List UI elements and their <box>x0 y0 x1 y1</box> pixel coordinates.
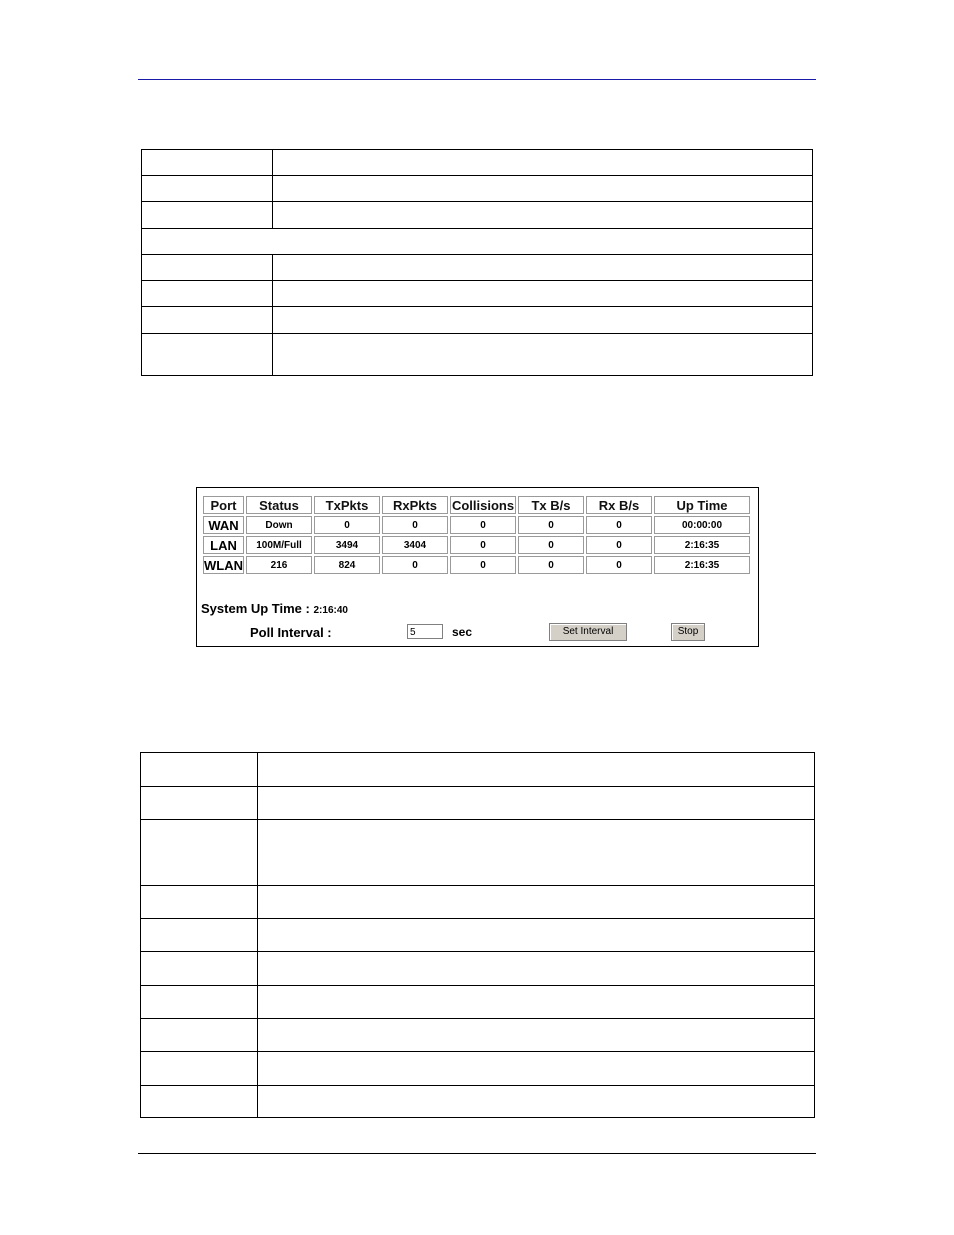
poll-interval-input[interactable]: 5 <box>407 624 443 639</box>
rxpkts-cell: 0 <box>382 516 448 534</box>
status-cell: Down <box>246 516 312 534</box>
table-row <box>142 202 813 229</box>
poll-interval-label: Poll Interval : <box>250 625 332 640</box>
column-header-port: Port <box>203 496 244 514</box>
column-header-txpkts: TxPkts <box>314 496 380 514</box>
table-row <box>141 820 815 886</box>
table-row <box>142 307 813 334</box>
table-section-row <box>142 229 813 255</box>
table-row <box>141 753 815 787</box>
rxbs-cell: 0 <box>586 516 652 534</box>
table-row <box>203 536 750 554</box>
port-statistics-table <box>201 494 752 576</box>
set-interval-button[interactable]: Set Interval <box>549 623 627 641</box>
column-header-rxbs: Rx B/s <box>586 496 652 514</box>
table-row <box>141 919 815 952</box>
port-cell: LAN <box>203 536 244 554</box>
table-row <box>141 1086 815 1118</box>
column-header-status: Status <box>246 496 312 514</box>
column-header-collisions: Collisions <box>451 497 515 513</box>
table-row <box>141 952 815 986</box>
uptime-cell: 2:16:35 <box>654 536 750 554</box>
txpkts-cell: 0 <box>314 516 380 534</box>
collisions-cell: 0 <box>450 536 516 554</box>
txbs-cell: 0 <box>518 536 584 554</box>
port-statistics-screenshot <box>196 487 759 647</box>
port-cell: WAN <box>203 516 244 534</box>
description-table-1 <box>141 149 813 376</box>
table-row <box>142 176 813 202</box>
status-cell: 216 <box>246 556 312 574</box>
collisions-cell: 0 <box>450 556 516 574</box>
table-row <box>141 1052 815 1086</box>
txpkts-cell: 824 <box>314 556 380 574</box>
table-row <box>141 787 815 820</box>
rxpkts-cell: 3404 <box>382 536 448 554</box>
system-up-time-value: 2:16:40 <box>313 605 348 616</box>
rxbs-cell: 0 <box>586 536 652 554</box>
column-header-uptime: Up Time <box>654 496 750 514</box>
rxbs-cell: 0 <box>586 556 652 574</box>
system-up-time <box>201 601 348 616</box>
txbs-cell: 0 <box>518 556 584 574</box>
table-row <box>142 281 813 307</box>
table-row <box>141 886 815 919</box>
table-row <box>141 1019 815 1052</box>
table-row <box>142 255 813 281</box>
table-row <box>142 334 813 376</box>
txbs-cell: 0 <box>518 516 584 534</box>
column-header-txbs: Tx B/s <box>518 496 584 514</box>
uptime-cell: 00:00:00 <box>654 516 750 534</box>
poll-interval-unit: sec <box>452 625 473 639</box>
collisions-cell: 0 <box>450 516 516 534</box>
description-table-2 <box>140 752 815 1118</box>
port-cell: WLAN <box>204 557 243 573</box>
txpkts-cell: 3494 <box>314 536 380 554</box>
table-row <box>141 986 815 1019</box>
table-row <box>142 150 813 176</box>
column-header-rxpkts: RxPkts <box>382 496 448 514</box>
uptime-cell: 2:16:35 <box>654 556 750 574</box>
stop-button[interactable]: Stop <box>671 623 705 641</box>
table-row <box>203 516 750 534</box>
rxpkts-cell: 0 <box>382 556 448 574</box>
table-header-row <box>203 496 750 514</box>
header-rule <box>138 79 816 80</box>
status-cell: 100M/Full <box>246 536 312 554</box>
system-up-time-label: System Up Time : <box>201 601 310 616</box>
table-row <box>203 556 750 574</box>
footer-rule <box>138 1153 816 1154</box>
